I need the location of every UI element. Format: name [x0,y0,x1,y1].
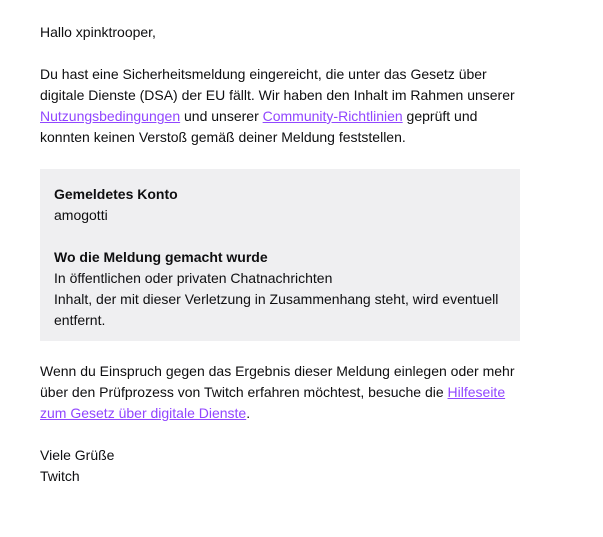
report-details-box [40,169,520,341]
appeal-text-1: Wenn du Einspruch gegen das Ergebnis dieser Meldung einlegen oder mehr über den Prüfprozess von Twitch erfahren möchtest, besuche die [40,363,515,400]
reported-account-value: amogotti [54,207,108,223]
terms-of-service-link[interactable]: Nutzungsbedingungen [40,108,181,124]
reported-account-heading: Gemeldetes Konto [54,186,178,202]
signoff-sender: Twitch [40,468,80,484]
intro-text-2: und unserer [180,108,263,124]
report-location-section [54,247,506,331]
dsa-help-page-link[interactable]: Hilfeseite zum Gesetz über digitale Dienste [40,384,506,421]
report-location-value: In öffentlichen oder privaten Chatnachrichten [54,270,333,286]
signoff-greeting: Viele Grüße [40,447,115,463]
intro-text-1: Du hast eine Sicherheitsmeldung eingereicht, die unter das Gesetz über digitale Dienste (DSA) der EU fällt. Wir haben den Inhalt im Rahmen unserer [40,66,515,103]
community-guidelines-link[interactable]: Community-Richtlinien [262,108,403,124]
intro-paragraph [40,64,520,148]
reported-account-section [54,184,506,226]
appeal-text-2: . [246,405,251,421]
report-location-heading: Wo die Meldung gemacht wurde [54,249,268,265]
greeting: Hallo xpinktrooper, [40,24,156,40]
appeal-paragraph [40,361,520,424]
intro-text-3: geprüft und konnten keinen Verstoß gemäß deiner Meldung feststellen. [40,108,478,145]
removal-note: Inhalt, der mit dieser Verletzung in Zusammenhang steht, wird eventuell entfernt. [54,291,499,328]
